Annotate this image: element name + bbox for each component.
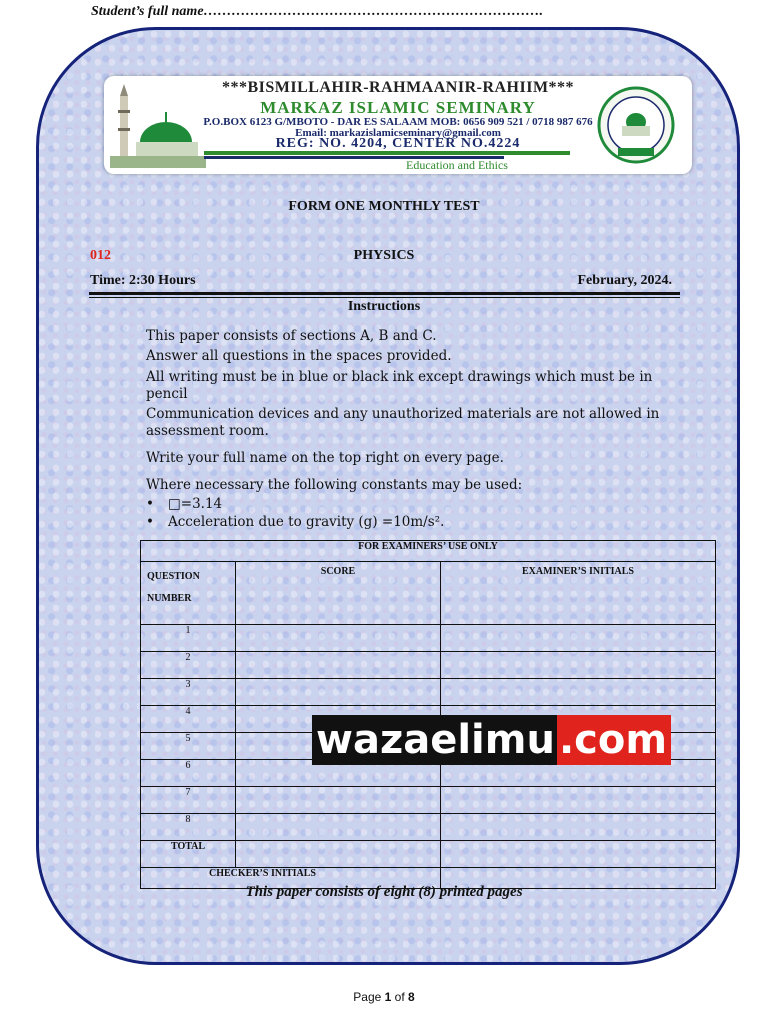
- score-cell[interactable]: [236, 679, 441, 706]
- score-cell[interactable]: [236, 625, 441, 652]
- school-header-banner: [104, 76, 692, 174]
- constant-pi: • □=3.14: [146, 496, 223, 512]
- school-email: Email: markazislamicseminary@gmail.com: [295, 127, 501, 139]
- column-score: SCORE: [236, 562, 441, 625]
- score-cell[interactable]: [236, 787, 441, 814]
- table-row: 5: [141, 733, 716, 760]
- table-row: 8: [141, 814, 716, 841]
- total-label: TOTAL: [141, 841, 236, 868]
- table-title: FOR EXAMINERS’ USE ONLY: [141, 541, 716, 562]
- subject-code: 012: [90, 248, 111, 263]
- instruction-item: Where necessary the following constants may be used:: [146, 477, 523, 493]
- divider-thick: [89, 292, 680, 295]
- instruction-item: This paper consists of sections A, B and C.: [146, 328, 437, 344]
- table-row: 6: [141, 760, 716, 787]
- bismillah-line: ***BISMILLAHIR-RAHMAANIR-RAHIIM***: [221, 79, 575, 96]
- table-row: 4: [141, 706, 716, 733]
- instructions-heading: Instructions: [347, 299, 421, 314]
- divider-thin: [89, 297, 680, 298]
- total-score-cell[interactable]: [236, 841, 441, 868]
- bullet-icon: •: [146, 514, 154, 530]
- table-row: 3: [141, 679, 716, 706]
- instruction-item: Communication devices and any unauthorized materials are not allowed in assessment room.: [146, 406, 660, 439]
- exam-title: FORM ONE MONTHLY TEST: [288, 199, 480, 214]
- bullet-icon: •: [146, 496, 154, 512]
- table-row: 7: [141, 787, 716, 814]
- instruction-item: All writing must be in blue or black ink except drawings which must be in pencil: [146, 369, 653, 402]
- student-name-field: Student’s full name……………………………………………………………….: [91, 4, 544, 19]
- total-initials-cell[interactable]: [441, 841, 716, 868]
- school-name: MARKAZ ISLAMIC SEMINARY: [260, 98, 536, 117]
- subject-name: PHYSICS: [353, 248, 415, 263]
- table-row: 2: [141, 652, 716, 679]
- printed-pages-note: This paper consists of eight (8) printed pages: [245, 884, 523, 900]
- initials-cell[interactable]: [441, 814, 716, 841]
- instruction-item: Answer all questions in the spaces provided.: [146, 348, 452, 364]
- total-row: [141, 841, 716, 868]
- initials-cell[interactable]: [441, 787, 716, 814]
- wazaelimu-watermark: wazaelimu .com: [312, 715, 671, 765]
- score-cell[interactable]: [236, 652, 441, 679]
- table-row: 1: [141, 625, 716, 652]
- school-address: P.O.BOX 6123 G/MBOTO - DAR ES SALAAM MOB: 0656 909 521 / 0718 987 676: [203, 116, 593, 128]
- checker-label: CHECKER’S INITIALS: [141, 868, 441, 889]
- registration-number: REG: NO. 4204, CENTER NO.4224: [275, 136, 521, 151]
- column-examiner-initials: EXAMINER’S INITIALS: [441, 562, 716, 625]
- instruction-item: Write your full name on the top right on every page.: [146, 450, 504, 466]
- column-question-number: QUESTION NUMBER: [141, 562, 236, 625]
- constant-gravity: • Acceleration due to gravity (g) =10m/s².: [146, 514, 445, 530]
- page-number: Page 1 of 8: [353, 990, 415, 1004]
- score-cell[interactable]: [236, 814, 441, 841]
- exam-date: February, 2024.: [577, 273, 672, 288]
- school-motto: Education and Ethics: [406, 158, 508, 172]
- header-stripe-green: [204, 151, 570, 155]
- school-seal-icon: [596, 86, 676, 164]
- initials-cell[interactable]: [441, 679, 716, 706]
- initials-cell[interactable]: [441, 652, 716, 679]
- exam-duration: Time: 2:30 Hours: [90, 273, 196, 288]
- initials-cell[interactable]: [441, 625, 716, 652]
